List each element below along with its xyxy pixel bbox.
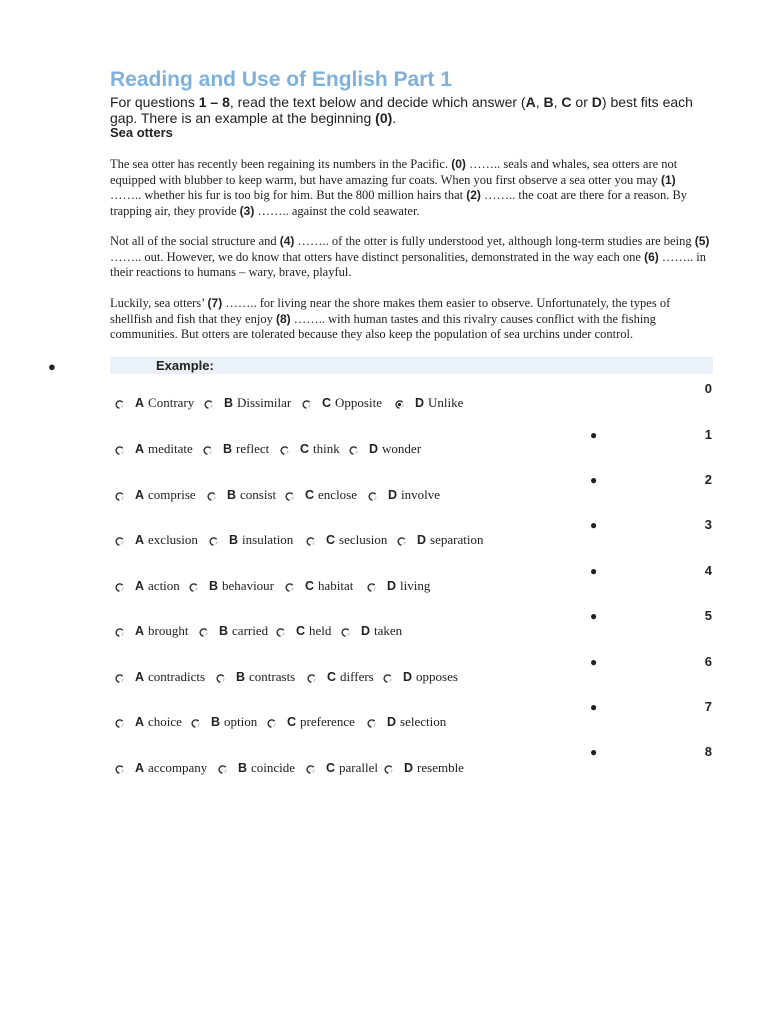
option-word: contrasts xyxy=(249,669,296,684)
option-word: reflect xyxy=(236,441,270,456)
option-letter: A xyxy=(135,715,145,729)
list-bullet: ● xyxy=(590,564,598,578)
option-c-radio-icon[interactable] xyxy=(285,583,294,592)
option-letter: A xyxy=(135,761,145,775)
option-letter: A xyxy=(135,624,145,638)
option-c[interactable] xyxy=(322,395,382,411)
passage-paragraph xyxy=(110,296,710,343)
option-a[interactable] xyxy=(135,669,205,685)
passage-title: Sea otters xyxy=(110,125,173,140)
option-word: accompany xyxy=(148,760,208,775)
gap-number: (2) xyxy=(466,188,481,202)
option-c[interactable] xyxy=(326,760,378,776)
option-b[interactable] xyxy=(229,532,293,548)
option-b-radio-icon[interactable] xyxy=(207,492,216,501)
answer-options xyxy=(110,621,713,641)
option-word: wonder xyxy=(382,441,422,456)
option-c-radio-icon[interactable] xyxy=(306,765,315,774)
option-letter: D xyxy=(417,533,427,547)
option-d[interactable] xyxy=(387,578,430,594)
option-c-radio-icon[interactable] xyxy=(307,674,316,683)
page-title: Reading and Use of English Part 1 xyxy=(110,68,452,91)
option-letter: C xyxy=(326,533,336,547)
option-word: Opposite xyxy=(335,395,382,410)
option-letter: C xyxy=(300,442,310,456)
option-a[interactable] xyxy=(135,395,194,411)
passage-text: …….. the coat are there for a reason. By trapping air, they provide xyxy=(110,188,688,218)
option-b-radio-icon[interactable] xyxy=(199,628,208,637)
option-letter: A xyxy=(135,488,145,502)
option-letter: B xyxy=(229,533,239,547)
gap-number: (3) xyxy=(239,203,255,218)
question-number: 8 xyxy=(704,744,712,759)
instructions xyxy=(110,94,710,126)
example-label: Example: xyxy=(156,358,214,373)
option-a[interactable] xyxy=(135,532,198,548)
option-word: option xyxy=(224,714,258,729)
list-bullet: ● xyxy=(48,359,56,374)
option-word: brought xyxy=(148,623,189,638)
option-word: exclusion xyxy=(148,532,198,547)
instructions-letter-c: C xyxy=(561,94,572,110)
option-word: involve xyxy=(401,487,441,502)
option-letter: B xyxy=(219,624,229,638)
question-number: 6 xyxy=(704,654,712,669)
option-d-radio-icon[interactable] xyxy=(397,537,406,546)
option-word: resemble xyxy=(417,760,464,775)
option-letter: D xyxy=(387,715,397,729)
option-d[interactable] xyxy=(387,714,446,730)
option-word: behaviour xyxy=(222,578,275,593)
option-letter: B xyxy=(227,488,237,502)
instructions-text: or xyxy=(571,94,592,110)
passage-text: Not all of the social structure and xyxy=(110,234,280,248)
gap-number: (4) xyxy=(279,234,295,248)
question-number: 5 xyxy=(704,608,712,623)
question-number: 2 xyxy=(704,472,712,487)
option-a[interactable] xyxy=(135,487,196,503)
option-d[interactable] xyxy=(369,441,421,457)
question-number: 0 xyxy=(704,381,712,396)
gap-number: (7) xyxy=(207,296,223,310)
option-c-radio-icon[interactable] xyxy=(306,537,315,546)
list-bullet: ● xyxy=(590,745,598,759)
option-word: meditate xyxy=(148,441,193,456)
option-b[interactable] xyxy=(219,623,268,639)
question-number: 3 xyxy=(704,517,712,532)
option-b[interactable] xyxy=(238,760,295,776)
option-letter: B xyxy=(223,442,233,456)
option-letter: B xyxy=(224,396,234,410)
option-word: insulation xyxy=(242,532,294,547)
option-letter: A xyxy=(135,670,145,684)
option-a[interactable] xyxy=(135,714,182,730)
passage-text: …….. against the cold seawater. xyxy=(254,203,420,218)
option-d-radio-icon[interactable] xyxy=(368,492,377,501)
option-word: choice xyxy=(148,714,182,729)
passage-text: Luckily, sea otters’ xyxy=(110,296,208,310)
passage-text: …….. with human tastes and this rivalry causes conflict with the fishing communities. But otters are tolerated because they also keep the population of sea urchins under control. xyxy=(110,311,656,341)
gap-number: (6) xyxy=(644,249,659,264)
gap-number: (5) xyxy=(694,234,710,248)
list-bullet: ● xyxy=(590,609,598,623)
option-d-radio-icon[interactable] xyxy=(349,446,358,455)
option-a[interactable] xyxy=(135,441,193,457)
option-word: contradicts xyxy=(148,669,206,684)
option-c[interactable] xyxy=(326,532,387,548)
option-word: Dissimilar xyxy=(237,395,292,410)
passage-paragraph xyxy=(110,234,710,281)
option-c-radio-icon[interactable] xyxy=(280,446,289,455)
option-b[interactable] xyxy=(223,441,269,457)
answer-options xyxy=(110,439,713,459)
option-c[interactable] xyxy=(296,623,331,639)
option-b-radio-icon[interactable] xyxy=(191,719,200,728)
option-letter: D xyxy=(361,624,371,638)
option-c[interactable] xyxy=(305,487,357,503)
option-d[interactable] xyxy=(388,487,440,503)
option-letter: D xyxy=(403,670,413,684)
passage-text: …….. for living near the shore makes them easier to observe. Unfortunately, the types of shellfish and fish that they enjoy xyxy=(110,296,671,326)
option-a-radio-icon[interactable] xyxy=(115,628,124,637)
option-letter: B xyxy=(209,579,219,593)
option-c-radio-icon[interactable] xyxy=(276,628,285,637)
option-a-radio-icon[interactable] xyxy=(115,492,124,501)
option-letter: D xyxy=(404,761,414,775)
option-b[interactable] xyxy=(224,395,291,411)
passage-text: …….. whether his fur is too big for him. But the 800 million hairs that xyxy=(110,188,467,202)
option-letter: B xyxy=(238,761,248,775)
option-word: differs xyxy=(340,669,374,684)
option-b[interactable] xyxy=(209,578,274,594)
answer-options xyxy=(110,393,713,413)
option-word: preference xyxy=(300,714,355,729)
option-letter: D xyxy=(369,442,379,456)
option-a-radio-icon[interactable] xyxy=(115,583,124,592)
option-word: held xyxy=(309,623,332,638)
passage-text: …….. seals and whales, sea otters are not equipped with blubber to keep warm, but have amazing fur coats. When you first observe a sea otter you may xyxy=(110,157,678,187)
option-d-radio-icon[interactable] xyxy=(383,674,392,683)
option-word: Unlike xyxy=(428,395,464,410)
option-letter: D xyxy=(388,488,398,502)
instructions-text: , read the text below and decide which answer ( xyxy=(229,94,526,110)
option-a[interactable] xyxy=(135,623,188,639)
option-a-radio-icon[interactable] xyxy=(115,400,124,409)
option-word: living xyxy=(400,578,431,593)
option-a-radio-icon[interactable] xyxy=(115,674,124,683)
gap-number: (0) xyxy=(451,157,466,171)
list-bullet: ● xyxy=(590,473,598,487)
option-c[interactable] xyxy=(300,441,340,457)
option-letter: B xyxy=(236,670,246,684)
instructions-letter-d: D xyxy=(591,94,602,110)
instructions-text: For questions xyxy=(110,94,199,110)
option-d-radio-icon[interactable] xyxy=(367,719,376,728)
answer-options xyxy=(110,576,713,596)
option-b-radio-icon[interactable] xyxy=(203,446,212,455)
option-c-radio-icon[interactable] xyxy=(267,719,276,728)
option-d-radio-icon[interactable] xyxy=(367,583,376,592)
option-c[interactable] xyxy=(305,578,353,594)
option-c[interactable] xyxy=(327,669,374,685)
option-letter: C xyxy=(322,396,332,410)
option-word: opposes xyxy=(416,669,458,684)
option-letter: A xyxy=(135,396,145,410)
option-word: think xyxy=(313,441,340,456)
gap-number: (8) xyxy=(275,311,291,326)
option-d-radio-icon[interactable] xyxy=(341,628,350,637)
instructions-text: , xyxy=(553,94,562,110)
option-word: consist xyxy=(240,487,277,502)
gap-number: (1) xyxy=(661,172,676,187)
option-a-radio-icon[interactable] xyxy=(115,719,124,728)
option-word: taken xyxy=(374,623,403,638)
option-b-radio-icon[interactable] xyxy=(189,583,198,592)
option-b-radio-icon[interactable] xyxy=(204,400,213,409)
option-d-radio-icon[interactable] xyxy=(384,765,393,774)
option-a-radio-icon[interactable] xyxy=(115,537,124,546)
option-word: carried xyxy=(232,623,269,638)
option-d[interactable] xyxy=(403,669,458,685)
option-letter: C xyxy=(305,579,315,593)
passage-text: …….. out. However, we do know that otters have distinct personalities, demonstrated in the way each one xyxy=(110,249,645,264)
option-word: action xyxy=(148,578,180,593)
instructions-text: ) best fits each gap. There is an example at the beginning xyxy=(110,94,693,126)
option-d[interactable] xyxy=(417,532,483,548)
option-a-radio-icon[interactable] xyxy=(115,446,124,455)
option-b[interactable] xyxy=(211,714,257,730)
option-d[interactable] xyxy=(404,760,464,776)
option-a[interactable] xyxy=(135,578,180,594)
option-word: comprise xyxy=(148,487,196,502)
option-b-radio-icon[interactable] xyxy=(216,674,225,683)
instructions-letter-b: B xyxy=(543,94,554,110)
question-number: 7 xyxy=(704,699,712,714)
answer-options xyxy=(110,712,713,732)
option-letter: B xyxy=(211,715,221,729)
option-word: enclose xyxy=(318,487,358,502)
option-letter: D xyxy=(415,396,425,410)
answer-options xyxy=(110,485,713,505)
option-a[interactable] xyxy=(135,760,207,776)
option-b-radio-icon[interactable] xyxy=(209,537,218,546)
option-word: habitat xyxy=(318,578,354,593)
option-letter: C xyxy=(296,624,306,638)
answer-options xyxy=(110,758,713,778)
option-b[interactable] xyxy=(236,669,295,685)
option-letter: C xyxy=(305,488,315,502)
option-word: seclusion xyxy=(339,532,388,547)
option-letter: C xyxy=(287,715,297,729)
list-bullet: ● xyxy=(590,655,598,669)
option-c[interactable] xyxy=(287,714,355,730)
answer-options xyxy=(110,530,713,550)
option-letter: A xyxy=(135,442,145,456)
option-letter: C xyxy=(326,761,336,775)
option-b[interactable] xyxy=(227,487,276,503)
option-c-radio-icon[interactable] xyxy=(302,400,311,409)
list-bullet: ● xyxy=(590,518,598,532)
instructions-text: . xyxy=(392,110,397,126)
option-word: parallel xyxy=(339,760,379,775)
question-number: 4 xyxy=(704,563,712,578)
option-letter: A xyxy=(135,533,145,547)
option-word: Contrary xyxy=(148,395,195,410)
option-d[interactable] xyxy=(415,395,463,411)
option-b-radio-icon[interactable] xyxy=(218,765,227,774)
instructions-example-ref: (0) xyxy=(375,110,393,126)
option-letter: D xyxy=(387,579,397,593)
option-letter: C xyxy=(327,670,337,684)
instructions-text: , xyxy=(535,94,544,110)
passage-text: …….. in their reactions to humans – wary, brave, playful. xyxy=(110,249,706,279)
passage-text: …….. of the otter is fully understood yet, although long-term studies are being xyxy=(294,234,695,248)
list-bullet: ● xyxy=(590,700,598,714)
instructions-letter-a: A xyxy=(525,94,536,110)
option-c-radio-icon[interactable] xyxy=(285,492,294,501)
answer-options xyxy=(110,667,713,687)
option-letter: A xyxy=(135,579,145,593)
option-d-radio-icon[interactable] xyxy=(395,400,404,409)
option-word: selection xyxy=(400,714,447,729)
question-number: 1 xyxy=(704,427,712,442)
list-bullet: ● xyxy=(590,428,598,442)
passage-text: The sea otter has recently been regaining its numbers in the Pacific. xyxy=(110,157,452,171)
option-d[interactable] xyxy=(361,623,402,639)
option-word: coincide xyxy=(251,760,296,775)
passage-paragraph xyxy=(110,157,710,219)
option-a-radio-icon[interactable] xyxy=(115,765,124,774)
instructions-range: 1 – 8 xyxy=(198,94,230,110)
option-word: separation xyxy=(430,532,484,547)
